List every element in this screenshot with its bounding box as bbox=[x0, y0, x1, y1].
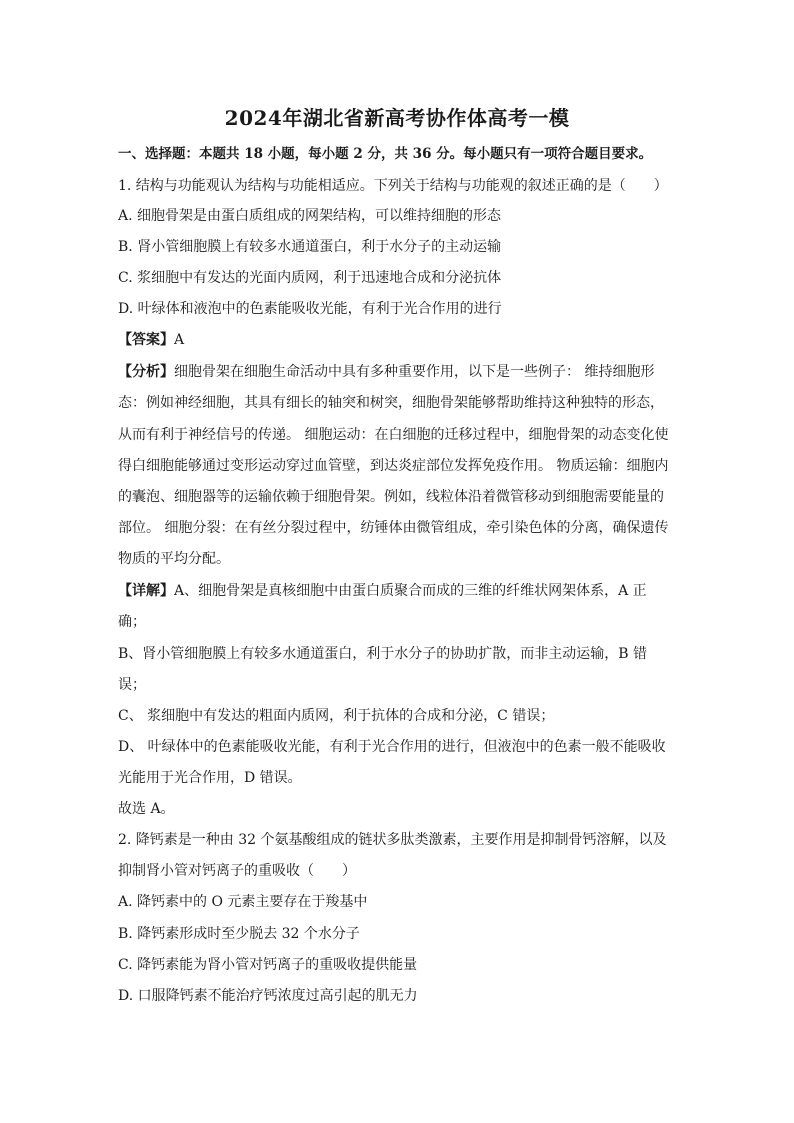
analysis-line-1 bbox=[118, 362, 678, 382]
analysis-line-3: 从而有利于神经信号的传递。 细胞运动：在白细胞的迁移过程中，细胞骨架的动态变化使 bbox=[118, 427, 669, 443]
question-1-option-d: D. 叶绿体和液泡中的色素能吸收光能，有利于光合作用的进行 bbox=[118, 301, 502, 317]
analysis-line-2: 态：例如神经细胞，其具有细长的轴突和树突，细胞骨架能够帮助维持这种独特的形态， bbox=[118, 395, 664, 411]
question-2-option-c: C. 降钙素能为肾小管对钙离子的重吸收提供能量 bbox=[118, 957, 418, 973]
question-1-option-c: C. 浆细胞中有发达的光面内质网，利于迅速地合成和分泌抗体 bbox=[118, 270, 502, 286]
question-2-stem-line-2: 抑制肾小管对钙离子的重吸收（ ） bbox=[118, 863, 356, 879]
detail-line-3: B、肾小管细胞膜上有较多水通道蛋白，利于水分子的协助扩散，而非主动运输，B 错 bbox=[118, 646, 648, 662]
analysis-line-6: 部位。 细胞分裂：在有丝分裂过程中，纺锤体由微管组成，牵引染色体的分离，确保遗传 bbox=[118, 520, 669, 536]
answer-line bbox=[118, 330, 678, 350]
detail-line-2: 确； bbox=[118, 614, 146, 630]
analysis-text: 细胞骨架在细胞生命活动中具有多种重要作用，以下是一些例子： 维持细胞形 bbox=[174, 364, 655, 380]
section-header: 一、选择题：本题共 18 小题，每小题 2 分，共 36 分。每小题只有一项符合题目要求。 bbox=[118, 146, 653, 162]
analysis-tag: 【分析】 bbox=[118, 364, 174, 380]
detail-line-1 bbox=[118, 581, 678, 601]
detail-text: A、细胞骨架是真核细胞中由蛋白质聚合而成的三维的纤维状网架体系，A 正 bbox=[174, 583, 647, 599]
analysis-line-7: 物质的平均分配。 bbox=[118, 551, 230, 567]
detail-line-8: 故选 A。 bbox=[118, 801, 175, 817]
detail-line-7: 光能用于光合作用，D 错误。 bbox=[118, 770, 302, 786]
question-1-stem: 1. 结构与功能观认为结构与功能相适应。下列关于结构与功能观的叙述正确的是（ ） bbox=[118, 178, 668, 194]
detail-line-6: D、 叶绿体中的色素能吸收光能，有利于光合作用的进行，但液泡中的色素一般不能吸收 bbox=[118, 739, 666, 755]
answer-value: A bbox=[174, 332, 185, 348]
question-2-option-a: A. 降钙素中的 O 元素主要存在于羧基中 bbox=[118, 894, 368, 910]
answer-tag: 【答案】 bbox=[118, 332, 174, 348]
question-2-stem-line-1: 2. 降钙素是一种由 32 个氨基酸组成的链状多肽类激素，主要作用是抑制骨钙溶解，以及 bbox=[118, 832, 667, 848]
analysis-line-5: 的囊泡、细胞器等的运输依赖于细胞骨架。例如，线粒体沿着微管移动到细胞需要能量的 bbox=[118, 489, 664, 505]
detail-tag: 【详解】 bbox=[118, 583, 174, 599]
question-2-option-b: B. 降钙素形成时至少脱去 32 个水分子 bbox=[118, 926, 360, 942]
page-title: 2024年湖北省新高考协作体高考一模 bbox=[224, 106, 570, 130]
analysis-line-4: 得白细胞能够通过变形运动穿过血管壁，到达炎症部位发挥免疫作用。 物质运输：细胞内 bbox=[118, 458, 669, 474]
detail-line-5: C、 浆细胞中有发达的粗面内质网，利于抗体的合成和分泌，C 错误； bbox=[118, 708, 555, 724]
question-1-option-a: A. 细胞骨架是由蛋白质组成的网架结构，可以维持细胞的形态 bbox=[118, 208, 502, 224]
question-1-option-b: B. 肾小管细胞膜上有较多水通道蛋白，利于水分子的主动运输 bbox=[118, 239, 502, 255]
question-2-option-d: D. 口服降钙素不能治疗钙浓度过高引起的肌无力 bbox=[118, 988, 418, 1004]
detail-line-4: 误； bbox=[118, 677, 146, 693]
